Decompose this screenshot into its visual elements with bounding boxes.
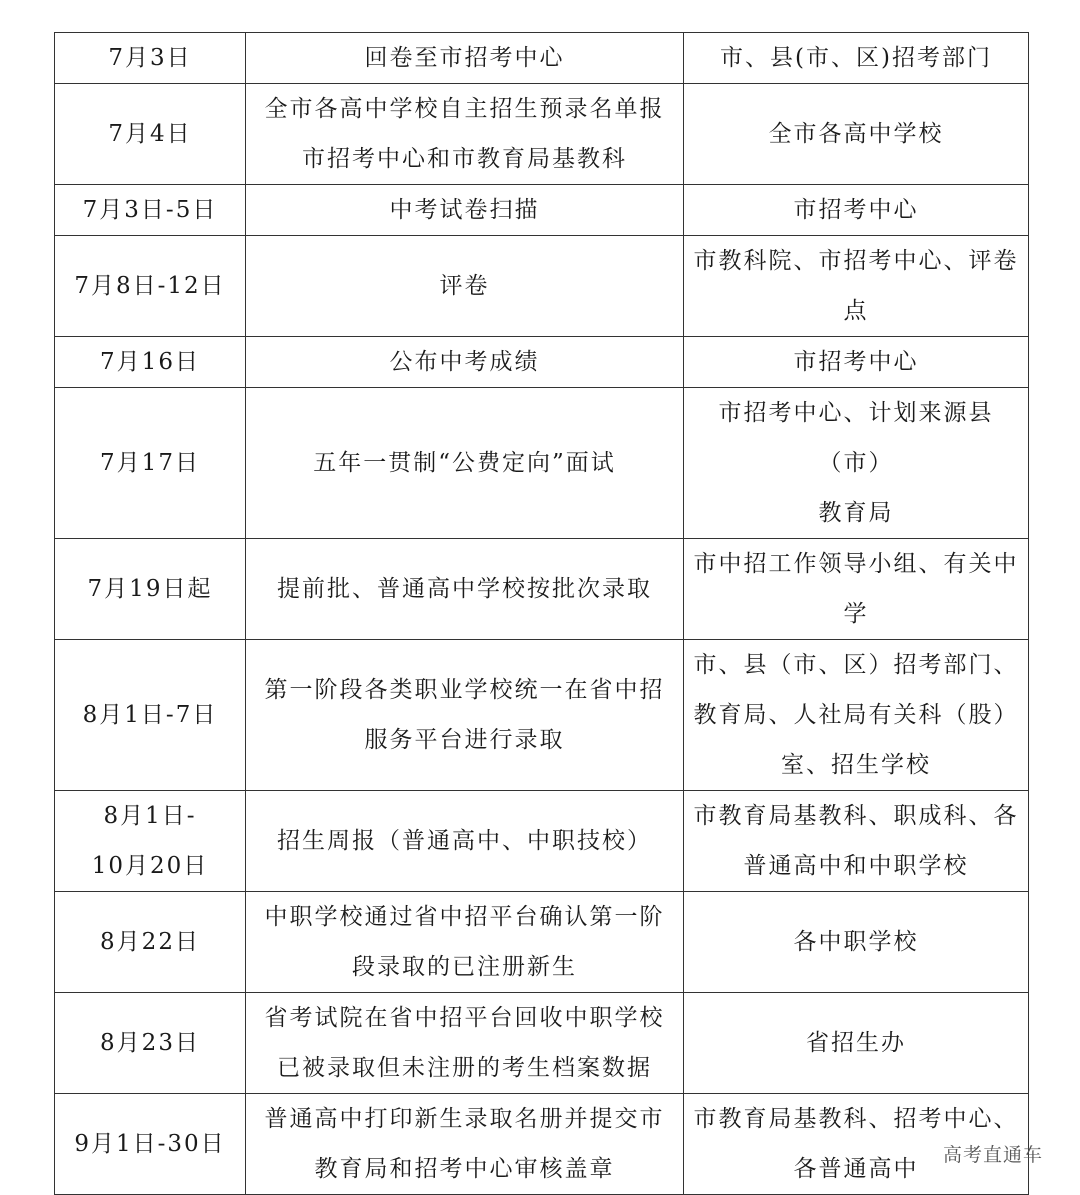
cell-text-line: 全市各高中学校自主招生预录名单报 (264, 96, 665, 122)
cell-text-line: 教育局、人社局有关科（股） (693, 702, 1019, 728)
table-row (55, 791, 1029, 892)
cell-text-line: 室、招生学校 (781, 752, 931, 778)
cell-text-line: 7月3日-5日 (82, 197, 218, 223)
schedule-table-body (55, 33, 1029, 1195)
department-cell (684, 33, 1029, 84)
cell-text-line: 各中职学校 (793, 929, 919, 955)
table-row (55, 337, 1029, 388)
task-cell (246, 539, 684, 640)
cell-text-line: 提前批、普通高中学校按批次录取 (277, 576, 652, 602)
department-cell (684, 185, 1029, 236)
cell-text-line: 市教育局基教科、职成科、各 (693, 803, 1019, 829)
cell-text-line: 7月3日 (108, 45, 192, 71)
date-cell (55, 1094, 246, 1195)
schedule-table (54, 32, 1029, 1195)
cell-text-line: 市中招工作领导小组、有关中 (693, 551, 1019, 577)
cell-text-line: 市招考中心、计划来源县（市） (718, 400, 994, 476)
department-cell (684, 640, 1029, 791)
cell-text-line: 市招考中心 (793, 349, 919, 375)
table-row (55, 640, 1029, 791)
date-cell (55, 388, 246, 539)
department-cell (684, 388, 1029, 539)
date-cell (55, 33, 246, 84)
table-row (55, 1094, 1029, 1195)
cell-text-line: 市招考中心 (793, 197, 919, 223)
date-cell (55, 640, 246, 791)
task-cell (246, 236, 684, 337)
date-cell (55, 84, 246, 185)
department-cell (684, 337, 1029, 388)
cell-text-line: 全市各高中学校 (768, 121, 944, 147)
cell-text-line: 点 (843, 298, 869, 324)
department-cell (684, 236, 1029, 337)
cell-text-line: 五年一贯制“公费定向”面试 (313, 450, 616, 476)
cell-text-line: 中考试卷扫描 (389, 197, 540, 223)
cell-text-line: 市招考中心和市教育局基教科 (302, 146, 627, 172)
task-cell (246, 388, 684, 539)
cell-text-line: 8月1日- (103, 803, 197, 829)
table-row (55, 84, 1029, 185)
cell-text-line: 市、县(市、区)招考部门 (720, 45, 992, 71)
cell-text-line: 省招生办 (806, 1030, 906, 1056)
task-cell (246, 337, 684, 388)
date-cell (55, 236, 246, 337)
cell-text-line: 段录取的已注册新生 (352, 954, 577, 980)
cell-text-line: 普通高中打印新生录取名册并提交市 (264, 1106, 665, 1132)
table-row (55, 993, 1029, 1094)
cell-text-line: 省考试院在省中招平台回收中职学校 (264, 1005, 665, 1031)
task-cell (246, 640, 684, 791)
task-cell (246, 993, 684, 1094)
date-cell (55, 539, 246, 640)
cell-text-line: 评卷 (439, 273, 490, 299)
task-cell (246, 84, 684, 185)
table-row (55, 185, 1029, 236)
task-cell (246, 185, 684, 236)
task-cell (246, 892, 684, 993)
department-cell (684, 892, 1029, 993)
department-cell (684, 993, 1029, 1094)
cell-text-line: 招生周报（普通高中、中职技校） (277, 828, 652, 854)
cell-text-line: 10月20日 (91, 853, 209, 879)
cell-text-line: 8月22日 (100, 929, 200, 955)
cell-text-line: 普通高中和中职学校 (743, 853, 969, 879)
cell-text-line: 各普通高中 (793, 1156, 919, 1182)
department-cell (684, 791, 1029, 892)
date-cell (55, 892, 246, 993)
cell-text-line: 7月4日 (108, 121, 192, 147)
table-row (55, 33, 1029, 84)
cell-text-line: 9月1日-30日 (74, 1131, 226, 1157)
cell-text-line: 教育局和招考中心审核盖章 (314, 1156, 615, 1182)
cell-text-line: 教育局 (818, 500, 894, 526)
cell-text-line: 第一阶段各类职业学校统一在省中招 (264, 677, 665, 703)
date-cell (55, 993, 246, 1094)
table-row (55, 539, 1029, 640)
task-cell (246, 1094, 684, 1195)
cell-text-line: 8月1日-7日 (82, 702, 218, 728)
date-cell (55, 337, 246, 388)
table-row (55, 236, 1029, 337)
department-cell (684, 84, 1029, 185)
task-cell (246, 791, 684, 892)
department-cell (684, 539, 1029, 640)
task-cell (246, 33, 684, 84)
cell-text-line: 市教科院、市招考中心、评卷 (693, 248, 1019, 274)
cell-text-line: 学 (843, 601, 869, 627)
cell-text-line: 中职学校通过省中招平台确认第一阶 (264, 904, 665, 930)
table-row (55, 892, 1029, 993)
cell-text-line: 7月16日 (100, 349, 200, 375)
cell-text-line: 7月19日起 (87, 576, 213, 602)
cell-text-line: 市教育局基教科、招考中心、 (693, 1106, 1019, 1132)
table-row (55, 388, 1029, 539)
cell-text-line: 回卷至市招考中心 (364, 45, 565, 71)
watermark: 高考直通车 (943, 1144, 1044, 1166)
cell-text-line: 8月23日 (100, 1030, 200, 1056)
cell-text-line: 7月17日 (100, 450, 200, 476)
cell-text-line: 7月8日-12日 (74, 273, 226, 299)
cell-text-line: 已被录取但未注册的考生档案数据 (277, 1055, 652, 1081)
date-cell (55, 185, 246, 236)
cell-text-line: 公布中考成绩 (389, 349, 540, 375)
date-cell (55, 791, 246, 892)
cell-text-line: 市、县（市、区）招考部门、 (693, 652, 1019, 678)
cell-text-line: 服务平台进行录取 (364, 727, 565, 753)
